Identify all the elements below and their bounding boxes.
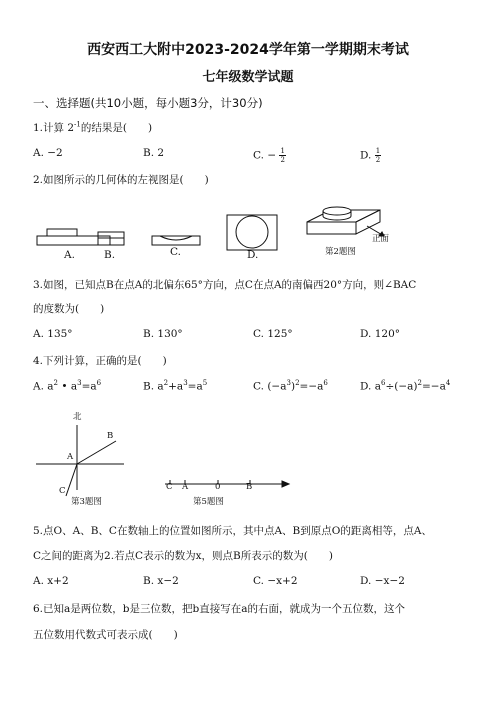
q1-option-d: D. $\frac{1}{2}$: [360, 147, 381, 164]
q1-option-c: C. − $\frac{1}{2}$: [253, 147, 285, 164]
question-6-line2: 五位数用代数式可表示成( ): [33, 629, 178, 641]
q3-option-a: A. 135°: [33, 328, 73, 340]
q5-option-c: C. −x+2: [253, 575, 298, 587]
question-3-line2: 的度数为( ): [33, 303, 105, 315]
fig5-point-c: C: [166, 482, 173, 492]
q2-label-b: B.: [104, 249, 116, 261]
question-5-line2: C之间的距离为2.若点C表示的数为x，则点B所表示的数为( ): [33, 550, 333, 562]
section-heading: 一、选择题(共10小题，每小题3分，计30分): [33, 96, 263, 110]
q3-option-d: D. 120°: [360, 328, 401, 340]
q4-option-d: D. $a^6\div(-a)^2=-a^4$: [360, 379, 451, 393]
q1-option-b: B. 2: [143, 147, 165, 159]
question-1-stem: 1.计算 $2^{-1}$的结果是( ): [33, 120, 153, 134]
q3-option-c: C. 125°: [253, 328, 293, 340]
fig3-point-c: C: [59, 486, 66, 496]
fig5-point-o: 0: [215, 482, 221, 492]
fig3-point-a: A: [67, 452, 74, 462]
fig5-point-a: A: [182, 482, 189, 492]
q4-option-a: A. $a^2$ • $a^3=a^6$: [33, 379, 102, 393]
exam-subtitle: 七年级数学试题: [202, 70, 294, 85]
q2-label-d: D.: [247, 249, 259, 261]
q2-option-d-figure: [227, 215, 277, 250]
question-6-line1: 6.已知a是两位数，b是三位数，把b直接写在a的右面，就成为一个五位数，这个: [33, 603, 405, 615]
q4-option-b: B. $a^2+a^3=a^5$: [143, 379, 208, 393]
q2-label-c: C.: [170, 246, 181, 258]
q5-option-a: A. x+2: [33, 575, 69, 587]
q2-label-a: A.: [64, 249, 75, 261]
q2-option-b-figure: [98, 232, 124, 245]
q5-option-d: D. −x−2: [360, 575, 405, 587]
q2-front-label: 正面: [372, 234, 390, 244]
question-5-line1: 5.点O、A、B、C在数轴上的位置如图所示，其中点A、B到原点O的距离相等，点A、: [33, 525, 432, 537]
fig3-point-b: B: [107, 431, 114, 441]
question-2-stem: 2.如图所示的几何体的左视图是( ): [33, 174, 209, 186]
q2-option-a-figure: [37, 229, 110, 245]
question-3-line1: 3.如图，已知点B在点A的北偏东65°方向，点C在点A的南偏西20°方向，则∠BAC: [33, 279, 417, 291]
question-4-stem: 4.下列计算，正确的是( ): [33, 355, 167, 367]
fig5-point-b: B: [246, 482, 253, 492]
exam-title: 西安西工大附中2023-2024学年第一学期期末考试: [87, 42, 409, 58]
fig3-caption: 第3题图: [71, 497, 102, 507]
q2-option-c-figure: [152, 236, 200, 245]
q1-option-a: A. −2: [33, 147, 63, 159]
q4-option-c: C. $(-a^3)^2=-a^6$: [253, 379, 328, 393]
q3-option-b: B. 130°: [143, 328, 183, 340]
fig3-north-label: 北: [73, 412, 82, 422]
q2-caption: 第2题图: [325, 247, 356, 257]
fig5-caption: 第5题图: [193, 497, 224, 507]
q5-option-b: B. x−2: [143, 575, 179, 587]
